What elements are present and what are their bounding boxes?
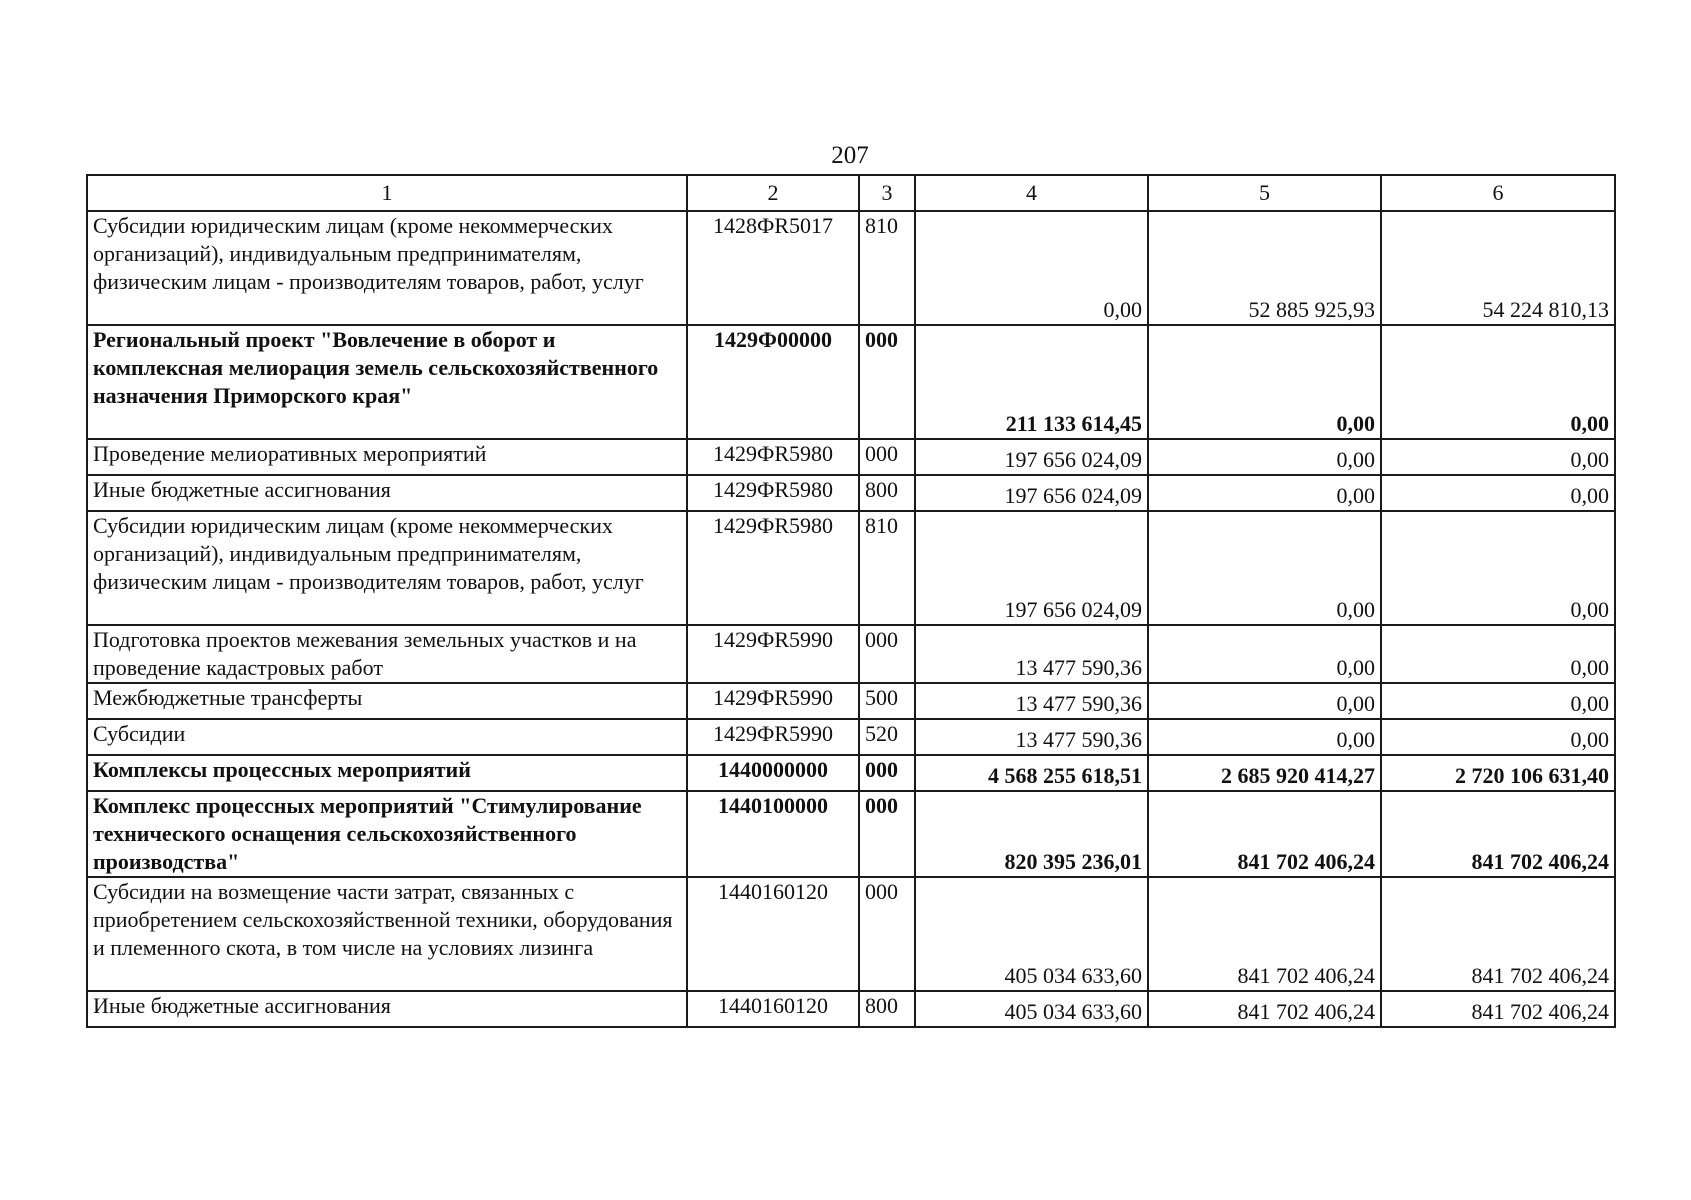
row-target-code: 1429ФR5980 (687, 475, 859, 511)
column-header: 3 (859, 175, 915, 211)
row-target-code: 1429ФR5990 (687, 719, 859, 755)
row-expense-type: 520 (859, 719, 915, 755)
row-amount-col4: 405 034 633,60 (915, 877, 1148, 991)
row-amount-col4: 197 656 024,09 (915, 475, 1148, 511)
row-expense-type: 000 (859, 791, 915, 877)
row-amount-col5: 0,00 (1148, 683, 1381, 719)
row-name: Субсидии юридическим лицам (кроме некоммерческих организаций), индивидуальным предпринимателям, физическим лицам - производителям товаров, работ, услуг (87, 511, 687, 625)
row-amount-col6: 0,00 (1381, 325, 1615, 439)
row-amount-col5: 0,00 (1148, 439, 1381, 475)
row-name: Иные бюджетные ассигнования (87, 475, 687, 511)
row-name: Подготовка проектов межевания земельных участков и на проведение кадастровых работ (87, 625, 687, 683)
row-amount-col6: 0,00 (1381, 625, 1615, 683)
row-amount-col4: 820 395 236,01 (915, 791, 1148, 877)
row-target-code: 1429ФR5990 (687, 683, 859, 719)
row-amount-col4: 197 656 024,09 (915, 439, 1148, 475)
table-row (87, 791, 1615, 877)
row-amount-col5: 0,00 (1148, 475, 1381, 511)
row-target-code: 1429ФR5990 (687, 625, 859, 683)
table-row (87, 755, 1615, 791)
row-amount-col6: 841 702 406,24 (1381, 791, 1615, 877)
row-target-code: 1429ФR5980 (687, 511, 859, 625)
row-name: Межбюджетные трансферты (87, 683, 687, 719)
row-amount-col5: 2 685 920 414,27 (1148, 755, 1381, 791)
row-amount-col5: 0,00 (1148, 325, 1381, 439)
table-row (87, 325, 1615, 439)
page-number: 207 (831, 142, 869, 169)
row-amount-col5: 841 702 406,24 (1148, 877, 1381, 991)
row-amount-col6: 841 702 406,24 (1381, 877, 1615, 991)
row-amount-col4: 197 656 024,09 (915, 511, 1148, 625)
table-row (87, 211, 1615, 325)
row-name: Субсидии (87, 719, 687, 755)
row-expense-type: 810 (859, 511, 915, 625)
column-header: 1 (87, 175, 687, 211)
column-header: 5 (1148, 175, 1381, 211)
row-amount-col5: 841 702 406,24 (1148, 791, 1381, 877)
row-amount-col5: 0,00 (1148, 511, 1381, 625)
row-amount-col5: 0,00 (1148, 719, 1381, 755)
row-target-code: 1440160120 (687, 991, 859, 1027)
table-row (87, 991, 1615, 1027)
row-expense-type: 800 (859, 475, 915, 511)
row-name: Субсидии юридическим лицам (кроме некоммерческих организаций), индивидуальным предпринимателям, физическим лицам - производителям товаров, работ, услуг (87, 211, 687, 325)
row-name: Проведение мелиоративных мероприятий (87, 439, 687, 475)
table-row (87, 475, 1615, 511)
table-row (87, 877, 1615, 991)
row-amount-col4: 13 477 590,36 (915, 683, 1148, 719)
row-expense-type: 000 (859, 325, 915, 439)
row-amount-col4: 4 568 255 618,51 (915, 755, 1148, 791)
row-target-code: 1440160120 (687, 877, 859, 991)
row-expense-type: 000 (859, 877, 915, 991)
row-amount-col5: 841 702 406,24 (1148, 991, 1381, 1027)
row-amount-col4: 405 034 633,60 (915, 991, 1148, 1027)
row-name: Субсидии на возмещение части затрат, связанных с приобретением сельскохозяйственной техники, оборудования и племенного скота, в том числе на условиях лизинга (87, 877, 687, 991)
budget-table (86, 174, 1616, 1028)
row-amount-col6: 841 702 406,24 (1381, 991, 1615, 1027)
row-amount-col6: 54 224 810,13 (1381, 211, 1615, 325)
row-amount-col6: 0,00 (1381, 475, 1615, 511)
row-expense-type: 500 (859, 683, 915, 719)
row-amount-col6: 2 720 106 631,40 (1381, 755, 1615, 791)
row-expense-type: 000 (859, 625, 915, 683)
row-amount-col5: 0,00 (1148, 625, 1381, 683)
column-header: 6 (1381, 175, 1615, 211)
row-amount-col6: 0,00 (1381, 439, 1615, 475)
row-amount-col6: 0,00 (1381, 511, 1615, 625)
table-row (87, 625, 1615, 683)
row-amount-col4: 13 477 590,36 (915, 719, 1148, 755)
row-amount-col4: 0,00 (915, 211, 1148, 325)
row-amount-col6: 0,00 (1381, 719, 1615, 755)
row-target-code: 1429Ф00000 (687, 325, 859, 439)
row-amount-col4: 13 477 590,36 (915, 625, 1148, 683)
row-amount-col6: 0,00 (1381, 683, 1615, 719)
row-name: Региональный проект "Вовлечение в оборот и комплексная мелиорация земель сельскохозяйственного назначения Приморского края" (87, 325, 687, 439)
row-expense-type: 000 (859, 755, 915, 791)
table-header-row (87, 175, 1615, 211)
table-row (87, 683, 1615, 719)
row-amount-col5: 52 885 925,93 (1148, 211, 1381, 325)
table-row (87, 439, 1615, 475)
column-header: 4 (915, 175, 1148, 211)
row-expense-type: 810 (859, 211, 915, 325)
row-target-code: 1440000000 (687, 755, 859, 791)
row-target-code: 1428ФR5017 (687, 211, 859, 325)
row-target-code: 1429ФR5980 (687, 439, 859, 475)
row-target-code: 1440100000 (687, 791, 859, 877)
row-amount-col4: 211 133 614,45 (915, 325, 1148, 439)
row-name: Иные бюджетные ассигнования (87, 991, 687, 1027)
table-row (87, 719, 1615, 755)
row-expense-type: 000 (859, 439, 915, 475)
row-name: Комплексы процессных мероприятий (87, 755, 687, 791)
row-expense-type: 800 (859, 991, 915, 1027)
column-header: 2 (687, 175, 859, 211)
row-name: Комплекс процессных мероприятий "Стимулирование технического оснащения сельскохозяйственного производства" (87, 791, 687, 877)
table-row (87, 511, 1615, 625)
